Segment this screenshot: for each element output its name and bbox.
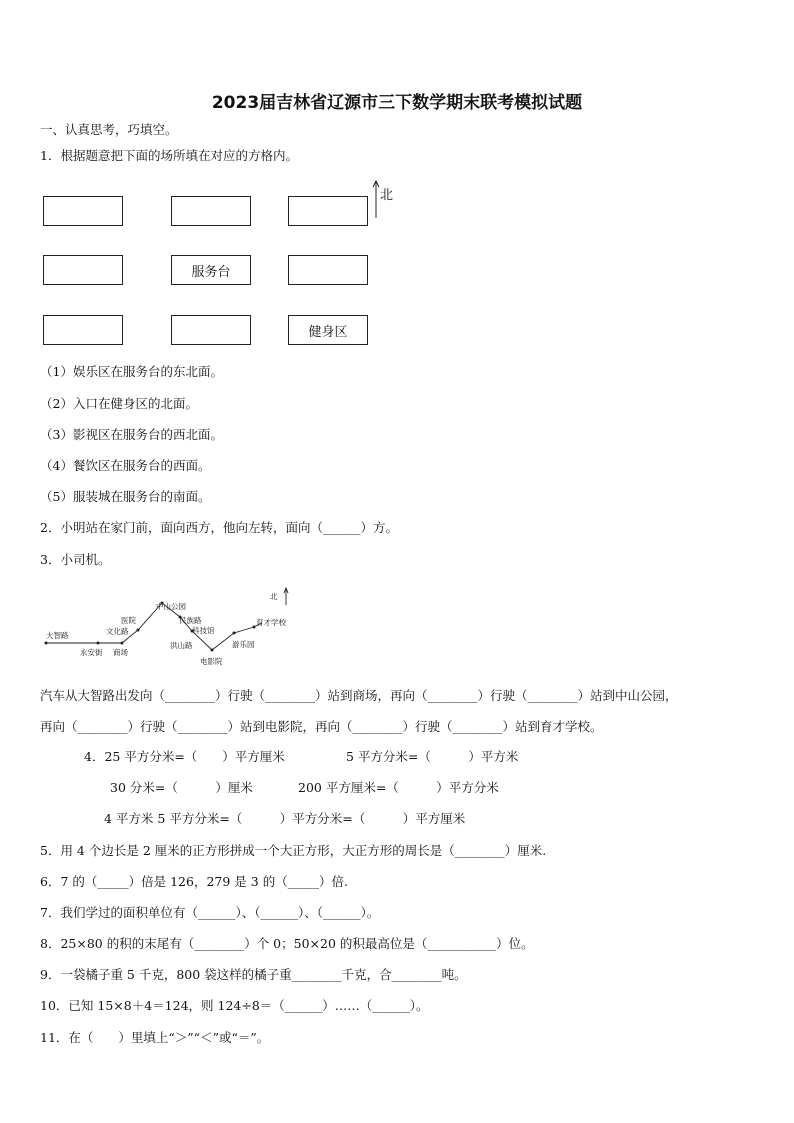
question-6: 6．7 的（_____）倍是 126，279 是 3 的（_____）倍.	[40, 874, 348, 889]
north-label: 北	[380, 188, 394, 203]
question-10: 10．已知 15×8＋4＝124，则 124÷8＝（______）……（______）。	[40, 998, 429, 1013]
map-place-minzulu: 民族路	[179, 616, 202, 625]
grid-cell-west[interactable]	[43, 255, 123, 285]
map-place-amusement-park: 游乐园	[232, 640, 255, 649]
question-4-c: 30 分米=（ ）厘米	[110, 780, 253, 795]
question-2: 2．小明站在家门前，面向西方，他向左转，面向（______）方。	[40, 520, 398, 535]
question-5: 5．用 4 个边长是 2 厘米的正方形拼成一个大正方形，大正方形的周长是（________）厘米.	[40, 843, 547, 858]
grid-cell-south[interactable]	[171, 315, 251, 345]
question-11: 11．在（ ）里填上“＞”“＜”或“＝”。	[40, 1030, 270, 1045]
grid-cell-northeast[interactable]	[288, 196, 368, 226]
clue-3: （3）影视区在服务台的西北面。	[40, 427, 223, 442]
question-4-b: 5 平方分米=（ ）平方米	[346, 749, 519, 764]
grid-cell-north[interactable]	[171, 196, 251, 226]
question-3-prompt: 3．小司机。	[40, 552, 111, 567]
question-3-line-2: 再向（________）行驶（________）站到电影院，再向（________）行驶（________）站到育才学校。	[40, 719, 603, 734]
grid-cell-southwest[interactable]	[43, 315, 123, 345]
map-place-yonganjie: 永安街	[80, 648, 103, 657]
section-heading: 一、认真思考，巧填空。	[40, 122, 178, 137]
map-place-science-museum: 科技馆	[192, 626, 215, 635]
map-place-zhongshan-park: 中山公园	[156, 602, 186, 611]
map-north-label: 北	[270, 592, 278, 601]
question-4-d: 200 平方厘米=（ ）平方分米	[298, 780, 499, 795]
map-place-dazhilu: 大智路	[46, 631, 69, 640]
question-3-line-1: 汽车从大智路出发向（________）行驶（________）站到商场，再向（________）行驶（________）站到中山公园，	[40, 688, 678, 703]
route-line	[46, 603, 262, 650]
grid-cell-east[interactable]	[288, 255, 368, 285]
map-place-yucai-school: 育才学校	[256, 618, 286, 627]
route-map	[40, 585, 310, 670]
question-7: 7．我们学过的面积单位有（______）、（______）、（______）。	[40, 905, 380, 920]
question-8: 8．25×80 的积的末尾有（________）个 0；50×20 的积最高位是（___________）位。	[40, 936, 534, 951]
map-place-wenhualu: 文化路	[106, 627, 129, 636]
question-1-prompt: 1．根据题意把下面的场所填在对应的方格内。	[40, 148, 298, 163]
grid-cell-southeast-fitness: 健身区	[288, 315, 368, 345]
clue-4: （4）餐饮区在服务台的西面。	[40, 458, 211, 473]
page-title: 2023届吉林省辽源市三下数学期末联考模拟试题	[211, 93, 583, 113]
grid-cell-center-service-desk: 服务台	[171, 255, 251, 285]
question-4-e: 4 平方米 5 平方分米=（ ）平方分米=（ ）平方厘米	[104, 811, 466, 826]
question-9: 9．一袋橘子重 5 千克，800 袋这样的橘子重________千克，合________吨。	[40, 967, 467, 982]
question-4-a: 4．25 平方分米=（ ）平方厘米	[84, 749, 285, 764]
map-place-hongshanlu: 洪山路	[170, 641, 193, 650]
map-place-mall: 商场	[113, 648, 128, 657]
clue-2: （2）入口在健身区的北面。	[40, 396, 198, 411]
clue-1: （1）娱乐区在服务台的东北面。	[40, 364, 223, 379]
clue-5: （5）服装城在服务台的南面。	[40, 489, 211, 504]
map-place-cinema: 电影院	[200, 657, 223, 666]
grid-cell-northwest[interactable]	[43, 196, 123, 226]
map-place-hospital: 医院	[121, 616, 136, 625]
